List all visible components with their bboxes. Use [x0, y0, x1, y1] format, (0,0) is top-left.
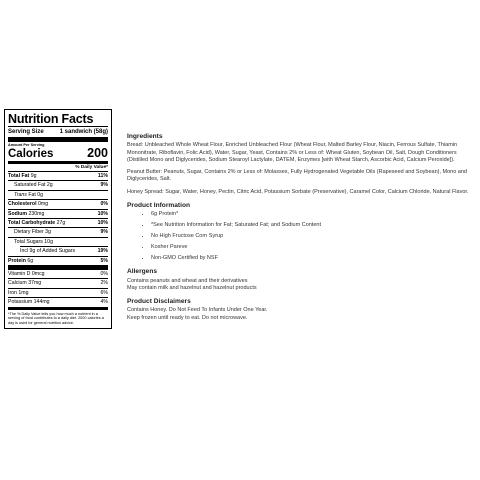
nutrient-row-sodium: Sodium 230mg 10%	[8, 210, 108, 217]
list-item: • Non-GMO Certified by NSF	[151, 255, 472, 262]
daily-value-header: % Daily Value*	[75, 165, 108, 170]
list-item: • No High Fructose Corn Syrup	[151, 233, 472, 240]
nutrient-row-saturated-fat: Saturated Fat 2g 9%	[14, 182, 108, 189]
nutrient-row-added-sugars: Incl 9g of Added Sugars 19%	[20, 248, 108, 255]
calories-row	[8, 147, 108, 161]
product-information-list	[127, 211, 472, 262]
ingredients-heading: Ingredients	[127, 133, 163, 140]
calories-value: 200	[87, 146, 108, 160]
nutrient-row-protein: Protein 6g 5%	[8, 257, 108, 264]
ingredients-peanut-butter: Peanut Butter: Peanuts, Sugar, Contains 2% or Less of: Molasses, Fully Hydrogenated Vegetable Oils (Rapeseed and Soybean), Mono and Diglycerides, Salt.	[127, 169, 467, 183]
nutrient-row-cholesterol: Cholesterol 0mg 0%	[8, 201, 108, 208]
ingredients-honey-spread: Honey Spread: Sugar, Water, Honey, Pectin, Citric Acid, Potassium Sorbate (Preservative), Caramel Color, Calcium Chloride, Natural Flavor.	[127, 188, 469, 195]
nutrient-row-vitamin-d: Vitamin D 0mcg 0%	[8, 271, 108, 278]
serving-size-value: 1 sandwich (58g)	[59, 129, 108, 135]
nutrient-row-dietary-fiber: Dietary Fiber 3g 9%	[14, 229, 108, 236]
daily-value-footnote: *The % Daily Value tells you how much a nutrient in a serving of food contributes to a daily diet. 2000 calories a day is used for general nutrition advice.	[8, 311, 104, 325]
serving-size-row	[8, 127, 108, 137]
disclaimer-line: Contains Honey. Do Not Feed To Infants Under One Year.	[127, 307, 268, 314]
nutrition-facts-title: Nutrition Facts	[8, 112, 94, 126]
nutrient-row-total-fat: Total Fat 9g 11%	[8, 173, 108, 179]
disclaimers-heading: Product Disclaimers	[127, 298, 191, 306]
amount-per-serving: Amount Per Serving	[8, 143, 45, 147]
calories-label: Calories	[8, 148, 54, 160]
allergens-heading: Allergens	[127, 268, 158, 276]
list-item: • Kosher Pareve	[151, 244, 472, 251]
nutrient-row-total-sugars: Total Sugars 10g	[14, 238, 53, 245]
nutrition-facts-label	[4, 109, 112, 329]
nutrient-row-calcium: Calcium 37mg 2%	[8, 280, 108, 287]
product-details	[127, 133, 472, 322]
list-item: • 6g Protein*	[151, 211, 472, 218]
ingredients-bread: Bread: Unbleached Whole Wheat Flour, Enriched Unbleached Flour (Wheat Flour, Malted Barley Flour, Niacin, Ferrous Sulfate, Thiamin Mononitrate, Riboflavin, Folic Acid), Water, Sugar, Yeast, Contains 2% or Less of: Wheat Gluten, Soybean Oil, Salt, Dough Conditioners (Distilled Mono and Diglycerides, Sodium Stearoyl Lactylate, DATEM, Enzymes [with Wheat Starch, Ascorbic Acid, Calcium Peroxide]).	[127, 142, 458, 163]
list-item: • *See Nutrition Information for Fat; Saturated Fat; and Sodium Content	[151, 222, 472, 229]
nutrient-row-total-carbohydrate: Total Carbohydrate 27g 10%	[8, 220, 108, 227]
allergens-line: Contains peanuts and wheat and their derivatives	[127, 277, 248, 284]
allergens-line: May contain milk and hazelnut and hazelnut products	[127, 284, 257, 291]
nutrient-row-potassium: Potassium 144mg 4%	[8, 299, 108, 306]
disclaimer-line: Keep frozen until ready to eat. Do not microwave.	[127, 314, 248, 321]
product-information-heading: Product Information	[127, 202, 191, 210]
serving-size-label: Serving Size	[8, 129, 44, 135]
nutrient-row-iron: Iron 1mg 6%	[8, 289, 108, 296]
nutrient-row-trans-fat: Trans Fat 0g	[14, 191, 44, 198]
